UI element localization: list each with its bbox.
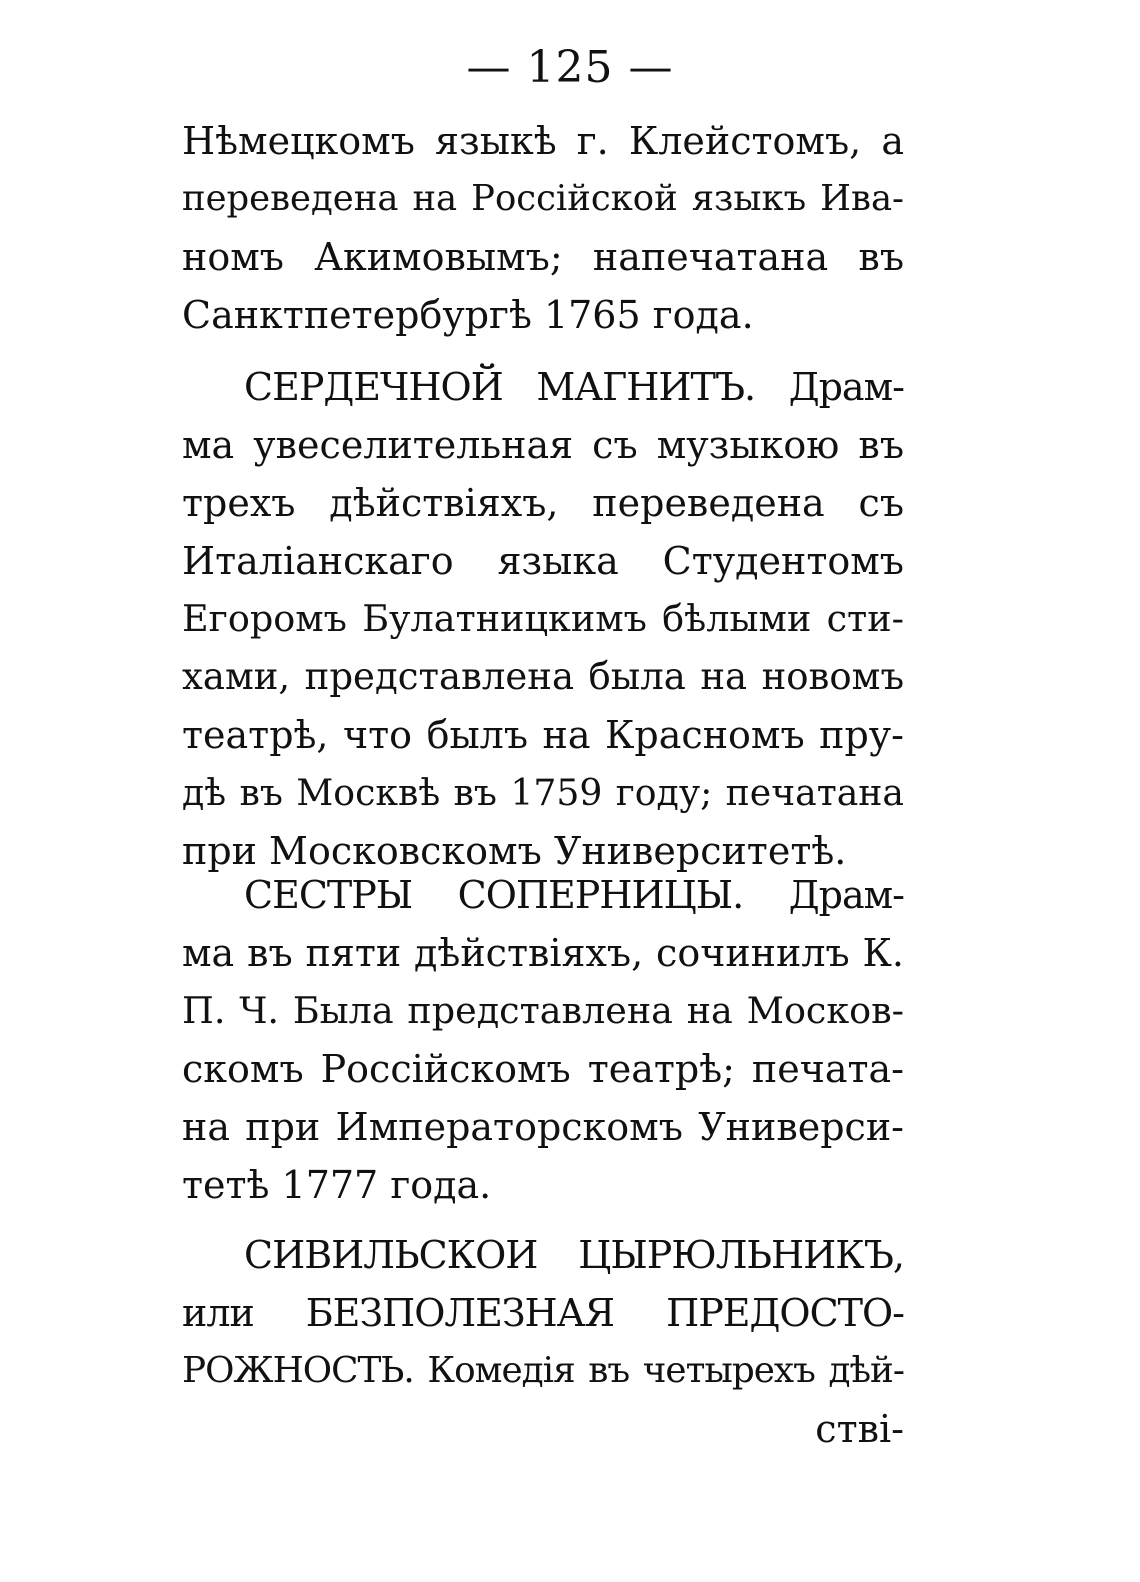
text-line: трехъ дѣйствіяхъ, переведена съ	[182, 481, 904, 525]
text-line: театрѣ, что былъ на Красномъ пру-	[182, 713, 904, 757]
entry-sivilskoi-tsyriulnik	[182, 1226, 904, 1458]
text-line: ма увеселительная съ музыкою въ	[182, 423, 904, 467]
catchword: стві-	[815, 1407, 904, 1451]
text-line: РОЖНОСТЬ. Комедія въ четырехъ дѣй-	[182, 1350, 904, 1391]
text-line: на при Императорскомъ Универси-	[182, 1105, 904, 1149]
text-line: тетѣ 1777 года.	[182, 1163, 492, 1207]
entry-heading-line: СИВИЛЬСКОИ ЦЫРЮЛЬНИКЪ,	[244, 1233, 904, 1277]
text-line: Егоромъ Булатницкимъ бѣлыми сти-	[182, 597, 904, 640]
entry-continuation	[182, 112, 904, 344]
text-line: дѣ въ Москвѣ въ 1759 году; печатана	[182, 771, 904, 814]
text-line: Италіанскаго языка Студентомъ	[182, 539, 904, 583]
text-line: или БЕЗПОЛЕЗНАЯ ПРЕДОСТО-	[182, 1291, 904, 1335]
entry-serdechnoi-magnit	[182, 358, 904, 880]
page-number: — 125 —	[466, 42, 674, 93]
text-line: скомъ Россійскомъ театрѣ; печата-	[182, 1047, 904, 1091]
text-line: хами, представлена была на новомъ	[182, 655, 904, 698]
entry-heading-line: СЕРДЕЧНОЙ МАГНИТЪ. Драм-	[244, 365, 904, 409]
text-line: номъ Акимовымъ; напечатана въ	[182, 235, 904, 279]
entry-sestry-sopernitsy	[182, 866, 904, 1214]
text-line: П. Ч. Была представлена на Москов-	[182, 989, 904, 1032]
text-line: Санктпетербургѣ 1765 года.	[182, 293, 754, 337]
entry-heading-line: СЕСТРЫ СОПЕРНИЦЫ. Драм-	[244, 873, 904, 917]
text-line: переведена на Россійской языкъ Ива-	[182, 178, 904, 219]
text-line: Нѣмецкомъ языкѣ г. Клейстомъ, а	[182, 119, 904, 163]
text-line: ма въ пяти дѣйствіяхъ, сочинилъ К.	[182, 931, 904, 975]
text-line: при Московскомъ Университетѣ.	[182, 829, 847, 873]
